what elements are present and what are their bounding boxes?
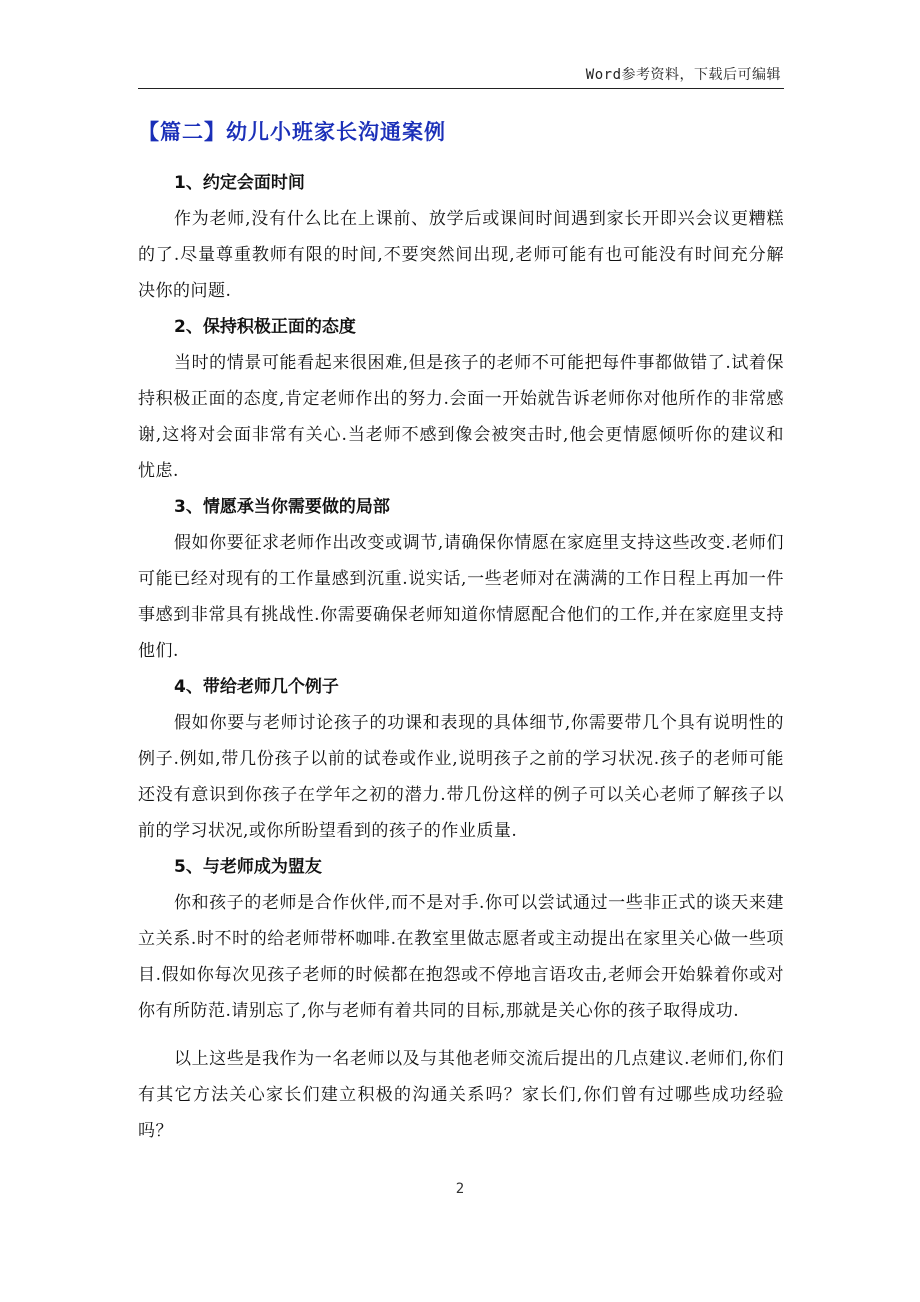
section-3 xyxy=(138,489,784,669)
section-1 xyxy=(138,165,784,309)
page-header: Word参考资料，下载后可编辑 xyxy=(585,67,781,83)
section-paragraph: 作为老师,没有什么比在上课前、放学后或课间时间遇到家长开即兴会议更糟糕的了.尽量尊重教师有限的时间,不要突然间出现,老师可能有也可能没有时间充分解决你的问题. xyxy=(138,209,784,301)
section-heading: 1、约定会面时间 xyxy=(174,173,305,193)
section-heading: 2、保持积极正面的态度 xyxy=(174,317,356,337)
section-5 xyxy=(138,849,784,1029)
section-heading: 5、与老师成为盟友 xyxy=(174,857,322,877)
document-title: 【篇二】幼儿小班家长沟通案例 xyxy=(138,120,446,144)
section-2 xyxy=(138,309,784,489)
document-body xyxy=(138,117,784,1149)
page-number: 2 xyxy=(455,1181,465,1197)
section-paragraph: 假如你要征求老师作出改变或调节,请确保你情愿在家庭里支持这些改变.老师们可能已经对现有的工作量感到沉重.说实话,一些老师对在满满的工作日程上再加一件事感到非常具有挑战性.你需要确保老师知道你情愿配合他们的工作,并在家庭里支持他们. xyxy=(138,533,784,661)
closing-paragraph: 以上这些是我作为一名老师以及与其他老师交流后提出的几点建议.老师们,你们有其它方法关心家长们建立积极的沟通关系吗？家长们,你们曾有过哪些成功经验吗？ xyxy=(138,1049,784,1141)
section-heading: 3、情愿承当你需要做的局部 xyxy=(174,497,390,517)
section-4 xyxy=(138,669,784,849)
section-paragraph: 假如你要与老师讨论孩子的功课和表现的具体细节,你需要带几个具有说明性的例子.例如,带几份孩子以前的试卷或作业,说明孩子之前的学习状况.孩子的老师可能还没有意识到你孩子在学年之初的潜力.带几份这样的例子可以关心老师了解孩子以前的学习状况,或你所盼望看到的孩子的作业质量. xyxy=(138,713,784,841)
section-paragraph: 当时的情景可能看起来很困难,但是孩子的老师不可能把每件事都做错了.试着保持积极正面的态度,肯定老师作出的努力.会面一开始就告诉老师你对他所作的非常感谢,这将对会面非常有关心.当老师不感到像会被突击时,他会更情愿倾听你的建议和忧虑. xyxy=(138,353,784,481)
header-divider xyxy=(138,88,784,89)
section-paragraph: 你和孩子的老师是合作伙伴,而不是对手.你可以尝试通过一些非正式的谈天来建立关系.时不时的给老师带杯咖啡.在教室里做志愿者或主动提出在家里关心做一些项目.假如你每次见孩子老师的时候都在抱怨或不停地言语攻击,老师会开始躲着你或对你有所防范.请别忘了,你与老师有着共同的目标,那就是关心你的孩子取得成功. xyxy=(138,893,784,1021)
section-heading: 4、带给老师几个例子 xyxy=(174,677,339,697)
